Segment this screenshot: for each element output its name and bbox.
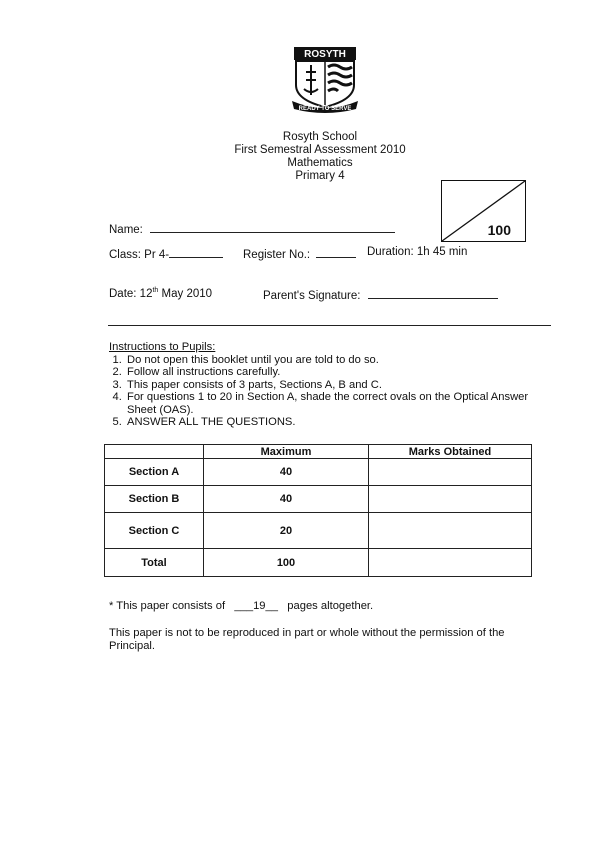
score-box [441,180,526,242]
marks-obtained-cell[interactable] [369,459,532,486]
marks-obtained-cell[interactable] [369,513,532,549]
instruction-item: 4. For questions 1 to 20 in Section A, shade the correct ovals on the Optical Answer Sheet (OAS). [125,391,539,416]
name-line[interactable] [150,221,395,233]
name-field [109,221,395,236]
school-crest-logo [290,45,360,113]
instruction-item: 5. ANSWER ALL THE QUESTIONS. [125,416,539,429]
instructions-block [109,341,539,429]
date-field [109,287,212,300]
instruction-item: 3. This paper consists of 3 parts, Sections A, B and C. [125,379,539,392]
section-label: Section B [105,486,204,513]
table-header-marks-obtained: Marks Obtained [369,445,532,459]
signature-label: Parent's Signature: [263,290,361,302]
section-label: Section C [105,513,204,549]
score-box-diagonal [442,181,525,241]
table-row [105,486,532,513]
register-label: Register No.: [243,249,311,261]
duration-label: Duration: [367,246,414,258]
section-maximum: 40 [204,486,369,513]
class-line[interactable] [169,246,223,258]
instructions-list [109,354,539,429]
table-header-maximum: Maximum [204,445,369,459]
crest-motto: READY TO SERVE [298,106,352,112]
pages-count: ___19__ [234,600,278,612]
date-rest: May 2010 [158,287,213,300]
instructions-title: Instructions to Pupils: [109,341,216,353]
date-label: Date: 12 [109,287,153,300]
marks-obtained-cell[interactable] [369,486,532,513]
assessment-title: First Semestral Assessment 2010 [234,144,406,156]
pages-note [109,600,539,613]
class-label: Class: Pr 4- [109,249,170,261]
register-field [243,246,356,261]
section-maximum: 100 [204,549,369,577]
signature-line[interactable] [368,287,498,299]
table-row [105,459,532,486]
table-row [105,549,532,577]
school-name: Rosyth School [282,131,358,143]
copyright-note: This paper is not to be reproduced in part or whole without the permission of the Principal. [109,627,505,652]
signature-field [263,287,498,302]
duration-field [367,246,467,258]
separator-line [108,325,551,326]
duration-value: 1h 45 min [416,246,468,258]
section-maximum: 20 [204,513,369,549]
pages-suffix: pages altogether. [287,600,374,612]
section-label: Section A [105,459,204,486]
table-header-row [105,445,532,459]
score-total: 100 [487,222,511,238]
register-line[interactable] [316,246,356,258]
class-field [109,246,223,261]
crest-school-name: ROSYTH [304,49,346,60]
instruction-item: 2. Follow all instructions carefully. [125,366,539,379]
pages-prefix: * This paper consists of [109,600,226,612]
instruction-item: 1. Do not open this booklet until you are told to do so. [125,354,539,367]
name-label: Name: [109,224,143,236]
marks-table [104,444,532,577]
section-label: Total [105,549,204,577]
table-header-blank [105,445,204,459]
subject-title: Mathematics [287,157,353,169]
section-maximum: 40 [204,459,369,486]
date-suffix: th [152,287,159,294]
marks-obtained-cell[interactable] [369,549,532,577]
table-row [105,513,532,549]
level-title: Primary 4 [295,170,345,182]
